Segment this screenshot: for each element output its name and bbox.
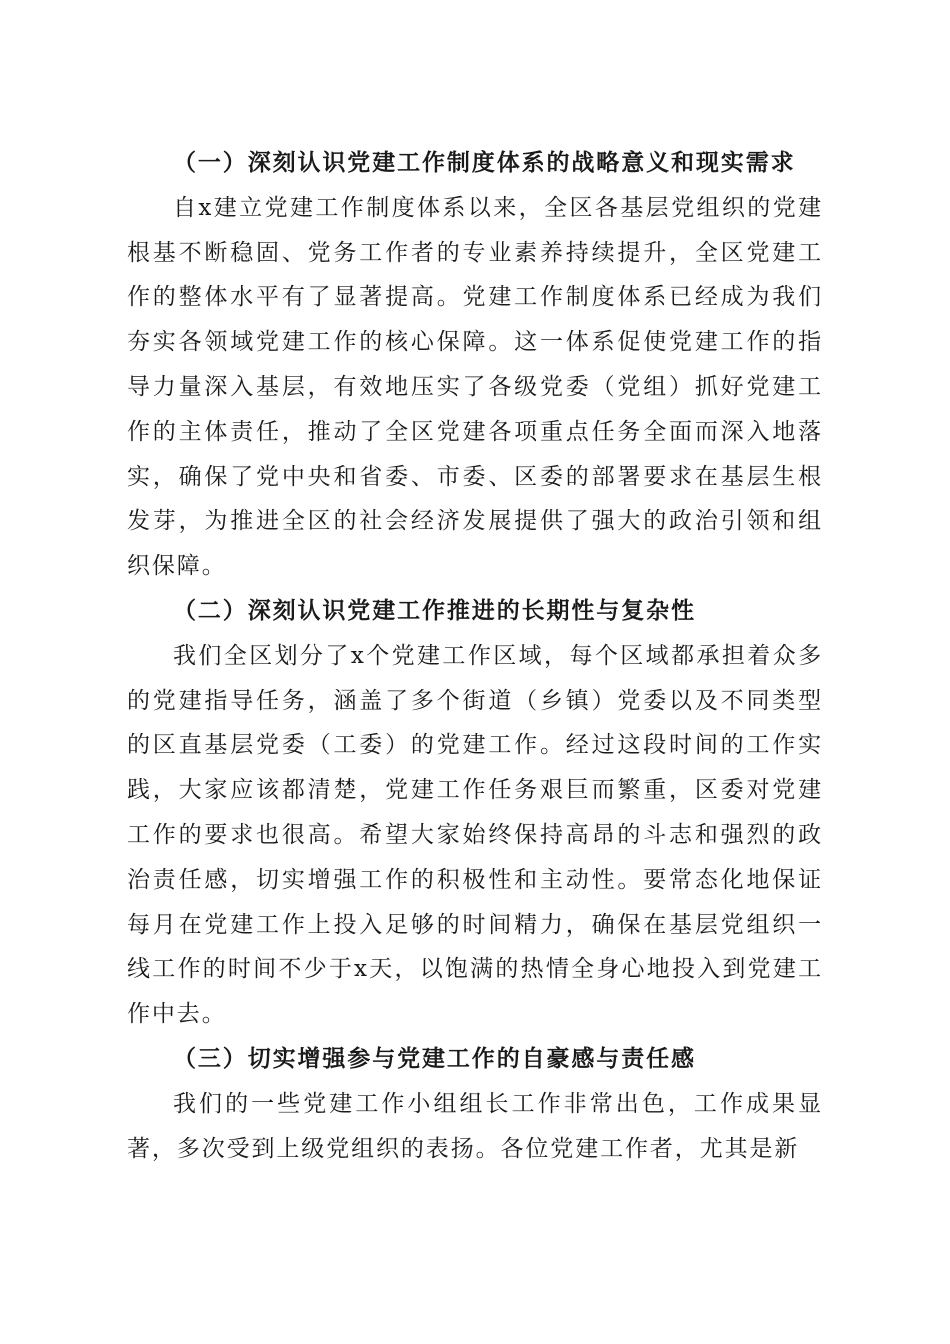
- section-1-heading: （一）深刻认识党建工作制度体系的战略意义和现实需求: [173, 149, 796, 176]
- section-3-heading: （三）切实增强参与党建工作的自豪感与责任感: [173, 1044, 696, 1072]
- section-3-paragraph: 我们的一些党建工作小组组长工作非常出色，工作成果显著，多次受到上级党组织的表扬。各位党建工作者，尤其是新: [127, 1090, 823, 1162]
- document-page: [127, 141, 823, 1171]
- section-1-paragraph: 自x建立党建工作制度体系以来，全区各基层党组织的党建根基不断稳固、党务工作者的专业素养持续提升，全区党建工作的整体水平有了显著提高。党建工作制度体系已经成为我们夯实各领域党建工作的核心保障。这一体系促使党建工作的指导力量深入基层，有效地压实了各级党委（党组）抓好党建工作的主体责任，推动了全区党建各项重点任务全面而深入地落实，确保了党中央和省委、市委、区委的部署要求在基层生根发芽，为推进全区的社会经济发展提供了强大的政治引领和组织保障。: [127, 194, 823, 580]
- section-2-paragraph: 我们全区划分了x个党建工作区域，每个区域都承担着众多的党建指导任务，涵盖了多个街道（乡镇）党委以及不同类型的区直基层党委（工委）的党建工作。经过这段时间的工作实践，大家应该都清楚，党建工作任务艰巨而繁重，区委对党建工作的要求也很高。希望大家始终保持高昂的斗志和强烈的政治责任感，切实增强工作的积极性和主动性。要常态化地保证每月在党建工作上投入足够的时间精力，确保在基层党组织一线工作的时间不少于x天，以饱满的热情全身心地投入到党建工作中去。: [127, 642, 823, 1028]
- section-2-heading: （二）深刻认识党建工作推进的长期性与复杂性: [173, 596, 696, 624]
